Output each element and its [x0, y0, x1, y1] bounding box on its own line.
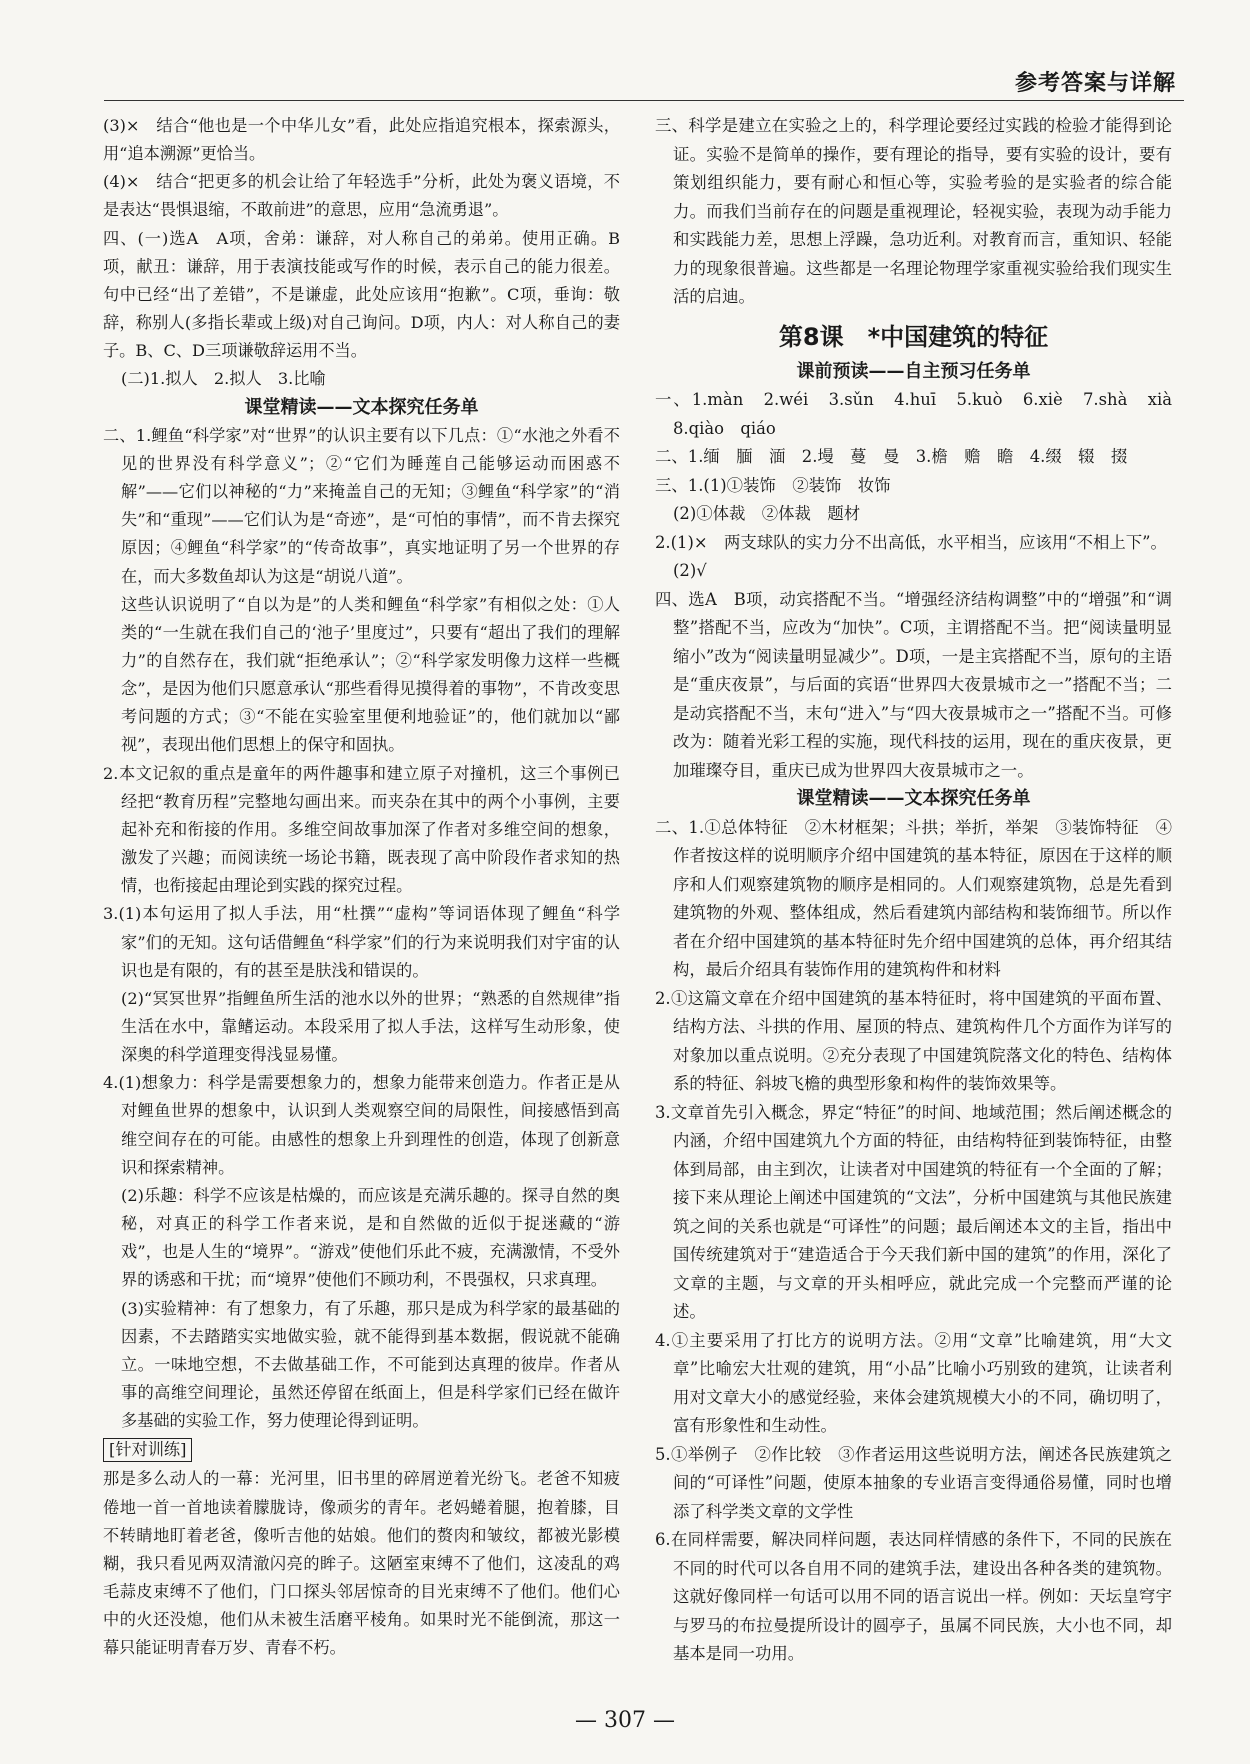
- left-answer-item: 2.本文记叙的重点是童年的两件趣事和建立原子对撞机，这三个事例已经把“教育历程”完整地勾画出来。而夹杂在其中的两个小事例，主要起补充和衔接的作用。多维空间故事加深了作者对多维空间的想象，激发了兴趣；而阅读统一场论书籍，既表现了高中阶段作者求知的热情，也衔接起由理论到实践的探究过程。: [103, 763, 620, 896]
- header-divider: [104, 100, 1184, 101]
- right-answer-item: 二、1.缅 腼 湎 2.墁 蔓 曼 3.檐 赡 瞻 4.缀 辍 掇: [655, 447, 1128, 466]
- left-subitem: (二)1.拟人 2.拟人 3.比喻: [121, 369, 326, 389]
- section-heading: 课前预读——自主预习任务单: [796, 360, 1031, 382]
- right-answer-item: 二、1.①总体特征 ②木材框架；斗拱；举折，举架 ③装饰特征 ④作者按这样的说明顺序介绍中国建筑的基本特征，原因在于这样的顺序和人们观察建筑物的顺序是相同的。人们观察建筑物，总是先看到建筑物的外观、整体组成，然后看建筑内部结构和装饰细节。所以作者在介绍中国建筑的基本特征时先介绍中国建筑的总体，再介绍其结构，最后介绍具有装饰作用的建筑构件和材料: [655, 817, 1172, 979]
- right-answer-item: 四、选A B项，动宾搭配不当。“增强经济结构调整”中的“增强”和“调整”搭配不当，应改为“加快”。C项，主谓搭配不当。把“阅读量明显缩小”改为“阅读量明显减少”。D项，一是主宾搭配不当，原句的主语是“重庆夜景”，与后面的宾语“世界四大夜景城市之一”搭配不当；二是动宾搭配不当，末句“进入”与“四大夜景城市之一”搭配不当。可修改为：随着光彩工程的实施，现代科技的运用，现在的重庆夜景，更加璀璨夺目，重庆已成为世界四大夜景城市之一。: [655, 589, 1172, 780]
- right-answer-item: 5.①举例子 ②作比较 ③作者运用这些说明方法，阐述各民族建筑之间的“可译性”问题，使原本抽象的专业语言变得通俗易懂，同时也增添了科学类文章的文学性: [655, 1444, 1172, 1521]
- left-paragraph: 那是多么动人的一幕：光河里，旧书里的碎屑逆着光纷飞。老爸不知疲倦地一首一首地读着朦胧诗，像顽劣的青年。老妈蜷着腿，抱着膝，目不转睛地盯着老爸，像听吉他的姑娘。他们的赘肉和皱纹，都被光影模糊，我只看见两双清澈闪亮的眸子。这陋室束缚不了他们，这凌乱的鸡毛蒜皮束缚不了他们，门口探头邻居惊奇的目光束缚不了他们。他们心中的火还没熄，他们从未被生活磨平棱角。如果时光不能倒流，那这一幕只能证明青春万岁、青春不朽。: [103, 1469, 620, 1658]
- practice-label: [针对训练]: [103, 1438, 192, 1462]
- right-answer-item: 2.①这篇文章在介绍中国建筑的基本特征时，将中国建筑的平面布置、结构方法、斗拱的作用、屋顶的特点、建筑构件几个方面作为详写的对象加以重点说明。②充分表现了中国建筑院落文化的特色、结构体系的特征、斜坡飞檐的典型形象和构件的装饰效果等。: [655, 988, 1172, 1093]
- right-column: [655, 112, 1189, 1669]
- page-number: — 307 —: [575, 1708, 675, 1733]
- left-answer-item: 二、1.鲤鱼“科学家”对“世界”的认识主要有以下几点：①“水池之外看不见的世界没有科学意义”；②“它们为睡莲自己能够运动而困惑不解”——它们以神秘的“力”来掩盖自己的无知；③鲤鱼“科学家”的“消失”和“重现”——它们认为是“奇迹”，是“可怕的事情”，而不肯去探究原因；④鲤鱼“科学家”的“传奇故事”，真实地证明了另一个世界的存在，而大多数鱼却认为这是“胡说八道”。: [103, 425, 620, 586]
- left-subitem: (2)乐趣：科学不应该是枯燥的，而应该是充满乐趣的。探寻自然的奥秘，对真正的科学工作者来说，是和自然做的近似于捉迷藏的“游戏”，也是人生的“境界”。“游戏”使他们乐此不疲，充满激情，不受外界的诱惑和干扰；而“境界”使他们不顾功利，不畏强权，只求真理。: [121, 1185, 620, 1290]
- lesson-title: 第8课 *中国建筑的特征: [778, 322, 1049, 351]
- left-answer-item: 3.(1)本句运用了拟人手法，用“杜撰”“虚构”等词语体现了鲤鱼“科学家”们的无知。这句话借鲤鱼“科学家”们的行为来说明我们对宇宙的认识也是有限的，有的甚至是肤浅和错误的。: [103, 904, 620, 980]
- right-answer-item: 一、1.màn 2.wéi 3.sǔn 4.huī 5.kuò 6.xiè 7.shà xià 8.qiào qiáo: [655, 390, 1189, 438]
- right-answer-item: 6.在同样需要，解决同样问题，表达同样情感的条件下，不同的民族在不同的时代可以各自用不同的建筑手法，建设出各种各类的建筑物。这就好像同样一句话可以用不同的语言说出一样。例如：天坛皇穹宇与罗马的布拉曼提所设计的圆亭子，虽属不同民族，大小也不同，却基本是同一功用。: [655, 1530, 1172, 1663]
- right-answer-item: 三、科学是建立在实验之上的，科学理论要经过实践的检验才能得到论证。实验不是简单的操作，要有理论的指导，要有实验的设计，要有策划组织能力，要有耐心和恒心等，实验考验的是实验者的综合能力。而我们当前存在的问题是重视理论，轻视实验，表现为动手能力和实践能力差，思想上浮躁，急功近利。对教育而言，重知识、轻能力的现象很普遍。这些都是一名理论物理学家重视实验给我们现实生活的启迪。: [655, 116, 1172, 306]
- right-subitem: (2)√: [673, 561, 707, 580]
- left-paragraph: (3)× 结合“他也是一个中华儿女”看，此处应指追究根本，探索源头，用“追本溯源”更恰当。: [103, 116, 620, 164]
- left-subitem: 这些认识说明了“自以为是”的人类和鲤鱼“科学家”有相似之处：①人类的“一生就在我们自己的‘池子’里度过”，只要有“超出了我们的理解力”的自然存在，我们就“拒绝承认”；②“科学家发明像力这样一些概念”，是因为他们只愿意承认“那些看得见摸得着的事物”，不肯改变思考问题的方式；③“不能在实验室里便利地验证”的，他们就加以“鄙视”，表现出他们思想上的保守和固执。: [121, 594, 620, 755]
- right-answer-item: 2.(1)× 两支球队的实力分不出高低，水平相当，应该用“不相上下”。: [655, 532, 1167, 552]
- right-answer-item: 3.文章首先引入概念，界定“特征”的时间、地域范围；然后阐述概念的内涵，介绍中国建筑九个方面的特征，由结构特征到装饰特征，由整体到局部，由主到次，让读者对中国建筑的特征有一个全面的了解；接下来从理论上阐述中国建筑的“文法”，分析中国建筑与其他民族建筑之间的关系也就是“可译性”的问题；最后阐述本文的主旨，指出中国传统建筑对于“建造适合于今天我们新中国的建筑”的作用，深化了文章的主题，与文章的开头相呼应，就此完成一个完整而严谨的论述。: [655, 1102, 1172, 1321]
- right-subitem: (2)①体裁 ②体裁 题材: [673, 504, 861, 523]
- left-paragraph: 四、(一)选A A项，舍弟：谦辞，对人称自己的弟弟。使用正确。B项，献丑：谦辞，用于表演技能或写作的时候，表示自己的能力很差。句中已经“出了差错”，不是谦虚，此处应该用“抱歉”。C项，垂询：敬辞，称别人(多指长辈或上级)对自己询问。D项，内人：对人称自己的妻子。B、C、D三项谦敬辞运用不当。: [103, 228, 620, 361]
- section-heading: 课堂精读——文本探究任务单: [796, 788, 1031, 809]
- right-answer-item: 三、1.(1)①装饰 ②装饰 妆饰: [655, 475, 891, 495]
- left-column: [103, 112, 620, 1662]
- left-subitem: (2)“冥冥世界”指鲤鱼所生活的池水以外的世界；“熟悉的自然规律”指生活在水中，靠鳍运动。本段采用了拟人手法，这样写生动形象，使深奥的科学道理变得浅显易懂。: [121, 988, 620, 1065]
- section-heading: 课堂精读——文本探究任务单: [244, 396, 479, 418]
- left-paragraph: [103, 1435, 620, 1465]
- page-header-title: 参考答案与详解: [1014, 71, 1176, 96]
- right-answer-item: 4.①主要采用了打比方的说明方法。②用“文章”比喻建筑，用“大文章”比喻宏大壮观的建筑，用“小品”比喻小巧别致的建筑，让读者利用对文章大小的感觉经验，来体会建筑规模大小的不同，确切明了，富有形象性和生动性。: [655, 1330, 1172, 1435]
- left-answer-item: 4.(1)想象力：科学是需要想象力的，想象力能带来创造力。作者正是从对鲤鱼世界的想象中，认识到人类观察空间的局限性，间接感悟到高维空间存在的可能。由感性的想象上升到理性的创造，体现了创新意识和探索精神。: [103, 1073, 620, 1177]
- left-subitem: (3)实验精神：有了想象力，有了乐趣，那只是成为科学家的最基础的因素，不去踏踏实实地做实验，就不能得到基本数据，假说就不能确立。一味地空想，不去做基础工作，不可能到达真理的彼岸。作者从事的高维空间理论，虽然还停留在纸面上，但是科学家们已经在做许多基础的实验工作，努力使理论得到证明。: [121, 1298, 620, 1431]
- left-paragraph: (4)× 结合“把更多的机会让给了年轻选手”分析，此处为褒义语境，不是表达“畏惧退缩，不敢前进”的意思，应用“急流勇退”。: [103, 172, 620, 220]
